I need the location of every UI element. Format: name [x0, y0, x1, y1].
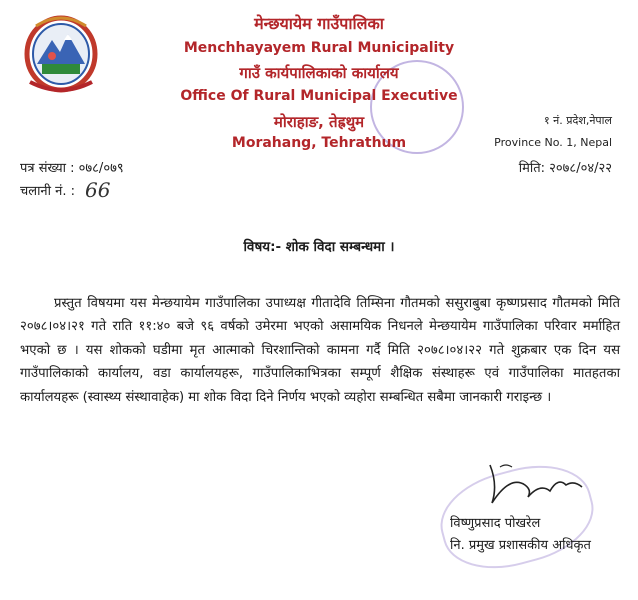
dispatch-number: [20, 181, 75, 199]
dispatch-number-value: 66: [85, 178, 111, 202]
dispatch-number-label: चलानी नं. :: [20, 184, 76, 199]
letter-date: [519, 158, 612, 176]
municipality-name-np: मेन्छयायेम गाउँपालिका: [254, 14, 384, 33]
letter-number-value: ०७८/०७९: [78, 161, 124, 176]
place-en: Morahang, Tehrathum: [231, 135, 407, 151]
office-name-np: गाउँ कार्यपालिकाको कार्यालय: [239, 64, 399, 82]
municipality-name-en: Menchhayayem Rural Municipality: [183, 40, 455, 56]
province-en: Province No. 1, Nepal: [494, 136, 612, 149]
letter-number: [20, 158, 124, 176]
signatory-title: नि. प्रमुख प्रशासकीय अधिकृत: [450, 538, 591, 553]
letter-number-label: पत्र संख्या :: [20, 161, 75, 176]
office-name-en: Office Of Rural Municipal Executive: [180, 88, 458, 104]
letter-date-label: मिति:: [518, 161, 546, 176]
subject-line: विषय:- शोक विदा सम्बन्धमा ।: [243, 239, 395, 255]
province-np: १ नं. प्रदेश,नेपाल: [543, 114, 612, 127]
letter-date-value: २०७८/०४/२२: [549, 161, 612, 176]
handwritten-signature: [470, 455, 590, 510]
signatory-name: विष्णुप्रसाद पोखरेल: [450, 516, 541, 531]
place-np: मोराहाङ, तेह्रथुम: [273, 113, 365, 131]
letter-body: प्रस्तुत विषयमा यस मेन्छयायेम गाउँपालिका उपाध्यक्ष गीतादेवि तिम्सिना गौतमको ससुराबुबा कृष्णप्रसाद गौतमको मिति २०७८।०४।२१ गते राति ११:४० बजे ९६ वर्षको उमेरमा भएको असामयिक निधनले मेन्छयायेम गाउँपालिका परिवार मर्माहित भएको छ । यस शोकको घडीमा मृत आत्माको चिरशान्तिको कामना गर्दै मिति २०७८।०४।२२ गते शुक्रबार एक दिन यस गाउँपालिकाको कार्यालय, वडा कार्यालयहरू, गाउँपालिकाभित्रका सम्पूर्ण शैक्षिक संस्थाहरू एवं गाउँपालिका मातहतका कार्यालयहरू (स्वास्थ्य संस्थावाहेक) मा शोक विदा दिने निर्णय भएको व्यहोरा सम्बन्धित सबैमा जानकारी गराइन्छ ।: [20, 296, 620, 405]
municipality-emblem: [22, 12, 100, 98]
